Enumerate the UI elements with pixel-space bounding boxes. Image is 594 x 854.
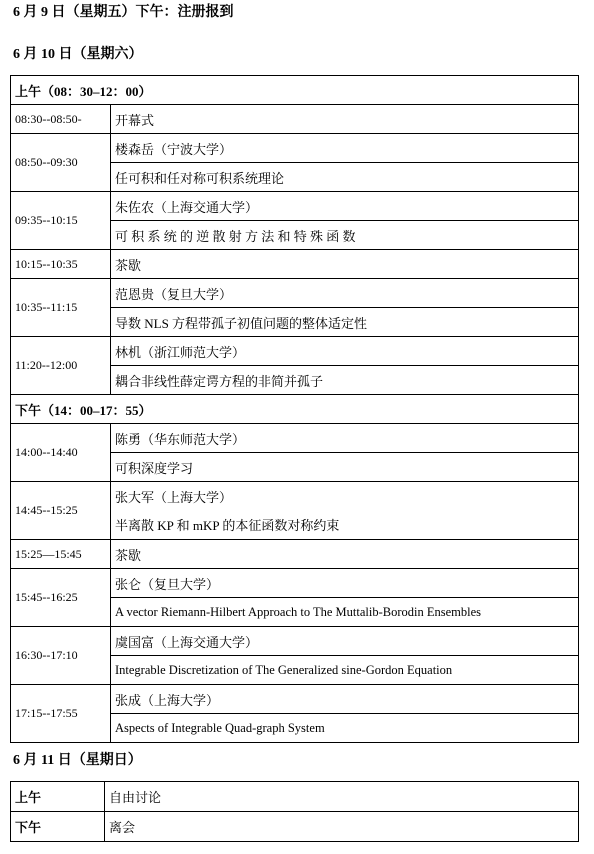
talk-title: 耦合非线性薛定谔方程的非简并孤子: [111, 366, 579, 395]
schedule-row: [11, 482, 579, 511]
session-time: 15:25—15:45: [11, 540, 111, 569]
day3-schedule-table: [10, 781, 579, 842]
speaker: 张成（上海大学）: [111, 685, 579, 714]
session-time: 14:00--14:40: [11, 424, 111, 482]
schedule-row: [11, 250, 579, 279]
day3-heading: 6 月 11 日（星期日）: [13, 753, 142, 768]
talk-title: 半离散 KP 和 mKP 的本征函数对称约束: [111, 511, 579, 540]
talk-title: A vector Riemann-Hilbert Approach to The Muttalib-Borodin Ensembles: [111, 598, 579, 627]
break-label: 茶歇: [111, 250, 579, 279]
schedule-row: [11, 279, 579, 308]
session-time: 11:20--12:00: [11, 337, 111, 395]
talk-title: 任可积和任对称可积系统理论: [111, 163, 579, 192]
afternoon-section-label: 下午（14：00–17：55）: [11, 395, 579, 424]
session-time: 14:45--15:25: [11, 482, 111, 540]
speaker: 林机（浙江师范大学）: [111, 337, 579, 366]
session-time: 16:30--17:10: [11, 627, 111, 685]
talk-title: Aspects of Integrable Quad-graph System: [111, 714, 579, 743]
speaker: 张大军（上海大学）: [111, 482, 579, 511]
session-time: 08:30--08:50-: [11, 105, 111, 134]
speaker: 范恩贵（复旦大学）: [111, 279, 579, 308]
talk-title: 可 积 系 统 的 逆 散 射 方 法 和 特 殊 函 数: [111, 221, 579, 250]
period-label: 下午: [11, 812, 105, 842]
talk-title: Integrable Discretization of The Generalized sine-Gordon Equation: [111, 656, 579, 685]
schedule-row: [11, 424, 579, 453]
schedule-row: [11, 192, 579, 221]
schedule-row: [11, 569, 579, 598]
schedule-row: [11, 105, 579, 134]
schedule-row: [11, 134, 579, 163]
schedule-row: [11, 782, 579, 812]
session-time: 10:35--11:15: [11, 279, 111, 337]
talk-title: 导数 NLS 方程带孤子初值问题的整体适定性: [111, 308, 579, 337]
day2-heading: 6 月 10 日（星期六）: [13, 47, 143, 62]
schedule-row: [11, 812, 579, 842]
afternoon-section-row: [11, 395, 579, 424]
session-time: 08:50--09:30: [11, 134, 111, 192]
morning-section-label: 上午（08：30–12：00）: [11, 76, 579, 105]
speaker: 楼森岳（宁波大学）: [111, 134, 579, 163]
talk-title: 可积深度学习: [111, 453, 579, 482]
session-time: 10:15--10:35: [11, 250, 111, 279]
speaker: 陈勇（华东师范大学）: [111, 424, 579, 453]
schedule-row: [11, 337, 579, 366]
session-time: 15:45--16:25: [11, 569, 111, 627]
schedule-row: [11, 627, 579, 656]
session-title: 开幕式: [111, 105, 579, 134]
period-label: 上午: [11, 782, 105, 812]
day2-schedule-table: [10, 75, 579, 743]
speaker: 朱佐农（上海交通大学）: [111, 192, 579, 221]
session-time: 17:15--17:55: [11, 685, 111, 743]
day1-heading: 6 月 9 日（星期五）下午：注册报到: [13, 5, 234, 20]
speaker: 虞国富（上海交通大学）: [111, 627, 579, 656]
period-activity: 自由讨论: [105, 782, 579, 812]
morning-section-row: [11, 76, 579, 105]
schedule-row: [11, 685, 579, 714]
break-label: 茶歇: [111, 540, 579, 569]
speaker: 张仑（复旦大学）: [111, 569, 579, 598]
period-activity: 离会: [105, 812, 579, 842]
schedule-row: [11, 540, 579, 569]
session-time: 09:35--10:15: [11, 192, 111, 250]
